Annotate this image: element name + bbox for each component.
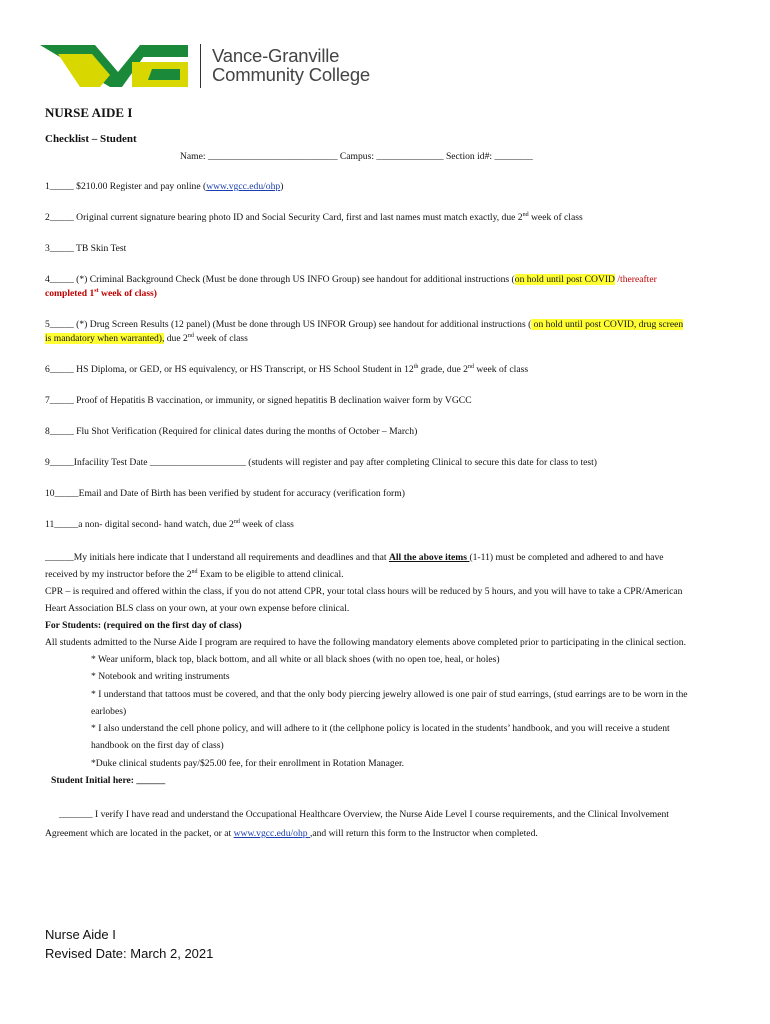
college-name-line2: Community College (212, 64, 371, 85)
revision-footer (45, 925, 213, 963)
ohp-link[interactable]: www.vgcc.edu/ohp (206, 181, 281, 192)
college-name (212, 46, 370, 84)
checklist-item-1: 1_____ $210.00 Register and pay online (www.vgcc.edu/ohp) (45, 181, 284, 192)
checklist-item-4-line2: completed 1st week of class) (45, 287, 157, 299)
logo-divider (200, 44, 201, 88)
initials-statement: ______My initials here indicate that I understand all requirements and deadlines and that All the above items (1-11) must be completed and adhered to and have (45, 552, 664, 563)
cpr-requirement-line2: Heart Association BLS class on your own, at your own expense before clinical. (45, 603, 350, 614)
cpr-requirement: CPR – is required and offered within the class, if you do not attend CPR, your total class hours will be reduced by 5 hours, and you will have to take a CPR/American (45, 586, 683, 597)
for-students-heading: For Students: (required on the first day of class) (45, 620, 242, 631)
college-name-line1: Vance-Granville (212, 45, 340, 66)
bullet-cellphone: * I also understand the cell phone policy, and will adhere to it (the cellphone policy is located in the students’ handbook, and you will receive a student (91, 723, 670, 735)
college-logo (40, 42, 420, 92)
footer-revised-date: Revised Date: March 2, 2021 (45, 946, 214, 961)
bullet-cellphone-line2: handbook on the first day of class) (91, 740, 224, 752)
bullet-uniform: * Wear uniform, black top, black bottom, and all white or all black shoes (with no open toe, heal, or holes) (91, 654, 500, 665)
bullet-notebook: * Notebook and writing instruments (91, 671, 230, 683)
page-subtitle: Checklist – Student (45, 133, 137, 145)
bullet-tattoos-line2: earlobes) (91, 705, 127, 717)
checklist-item-5: 5_____ (*) Drug Screen Results (12 panel) (Must be done through US INFOR Group) see handout for additional instructions ( on hold until post COVID, drug screen (45, 319, 684, 330)
drug-screen-highlight: on hold until post COVID, drug screen (531, 319, 684, 330)
checklist-item-4: 4_____ (*) Criminal Background Check (Must be done through US INFO Group) see handout for additional instructions (on hold until post COVID /thereafter (45, 274, 657, 285)
checklist-item-11: 11_____a non- digital second- hand watch, due 2nd week of class (45, 518, 294, 530)
checklist-item-5-line2: is mandatory when warranted), due 2nd week of class (45, 332, 248, 344)
student-info-fields: Name: ___________________________ Campus: ______________ Section id#: ________ (180, 151, 533, 162)
ohp-link-footer[interactable]: www.vgcc.edu/ohp (233, 828, 310, 840)
checklist-item-8: 8_____ Flu Shot Verification (Required for clinical dates during the months of October – March) (45, 426, 418, 437)
page-title: NURSE AIDE I (45, 105, 133, 120)
bullet-duke-fee: *Duke clinical students pay/$25.00 fee, for their enrollment in Rotation Manager. (91, 757, 405, 769)
checklist-item-7: 7_____ Proof of Hepatitis B vaccination, or immunity, or signed hepatitis B declination waiver form by VGCC (45, 395, 472, 406)
checklist-item-2: 2_____ Original current signature bearing photo ID and Social Security Card, first and last names must match exactly, due 2nd week of class (45, 211, 583, 223)
initials-statement-line2: received by my instructor before the 2nd Exam to be eligible to attend clinical. (45, 568, 344, 580)
checklist-item-9: 9_____Infacility Test Date ____________________ (students will register and pay after completing Clinical to secure this date for class to test) (45, 457, 597, 468)
student-initial-line: Student Initial here: ______ (51, 775, 166, 787)
vgcc-logo-mark-icon (40, 42, 190, 90)
checklist-document (45, 105, 725, 843)
covid-hold-highlight: on hold until post COVID (514, 274, 615, 285)
checklist-item-6: 6_____ HS Diploma, or GED, or HS equivalency, or HS Transcript, or HS School Student in 12th grade, due 2nd week of class (45, 363, 529, 375)
footer-course-name: Nurse Aide I (45, 927, 116, 942)
all-students-statement: All students admitted to the Nurse Aide I program are required to have the following mandatory elements above completed prior to participating in the clinical section. (45, 637, 686, 648)
bullet-tattoos: * I understand that tattoos must be covered, and that the only body piercing jewelry allowed is one pair of stud earrings, (stud earrings are to be worn in the (91, 688, 688, 700)
checklist-item-10: 10_____Email and Date of Birth has been verified by student for accuracy (verification form) (45, 488, 405, 499)
verify-statement: _______ I verify I have read and understand the Occupational Healthcare Overview, the Nurse Aide Level I course requirements, and the Clinical Involvement (59, 809, 669, 821)
checklist-item-3: 3_____ TB Skin Test (45, 243, 127, 254)
verify-statement-line2: Agreement which are located in the packet, or at www.vgcc.edu/ohp ,and will return this form to the Instructor when completed. (45, 828, 538, 840)
